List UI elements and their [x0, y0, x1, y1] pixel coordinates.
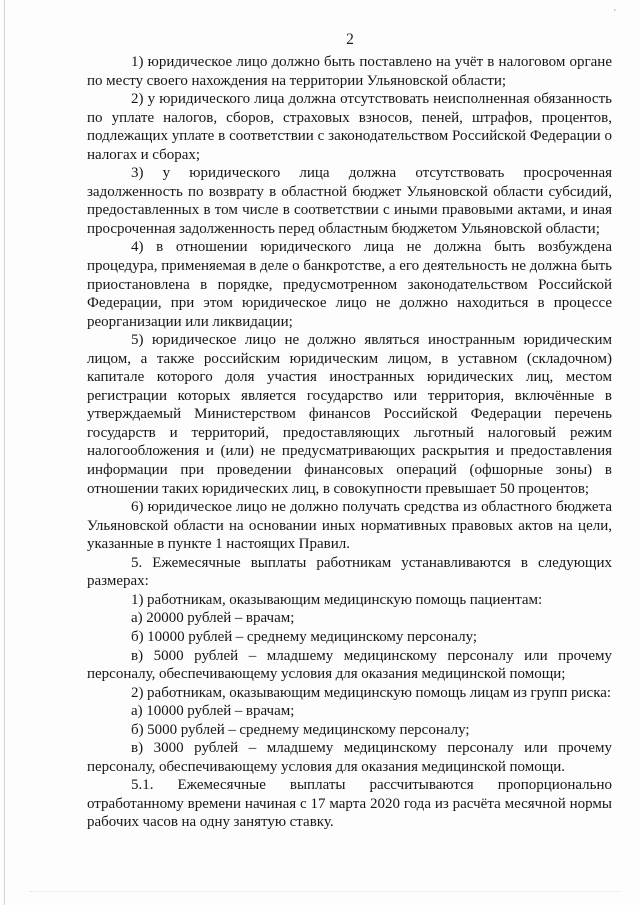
paragraph-group-2: 2) работникам, оказывающим медицинскую помощь лицам из групп риска: — [131, 684, 612, 701]
corner-mark: ' — [614, 8, 616, 19]
paragraph-condition-3: 3) у юридического лица должна отсутствовать просроченная задолженность по возврату в областной бюджет Ульяновской области субсидий, предоставленных в том числе в соответствии с иными правовыми актами, и иная просроченная задолженность перед областным бюджетом Ульяновской области; — [87, 165, 612, 237]
paragraph-condition-1: 1) юридическое лицо должно быть поставлено на учёт в налоговом органе по месту своего нахождения на территории Ульяновской области; — [87, 54, 612, 89]
paragraph-section-5-1: 5.1. Ежемесячные выплаты рассчитываются пропорционально отработанному времени начиная с 17 марта 2020 года из расчёта месячной нормы рабочих часов на одну занятую ставку. — [87, 777, 612, 831]
paragraph-group-2-c: в) 3000 рублей – младшему медицинскому персоналу или прочему персоналу, обеспечивающему условия для оказания медицинской помощи. — [87, 740, 612, 775]
paragraph-group-1-b: б) 10000 рублей – среднему медицинскому персоналу; — [131, 628, 478, 645]
paragraph-group-1: 1) работникам, оказывающим медицинскую помощь пациентам: — [131, 591, 543, 608]
paragraph-group-2-b: б) 5000 рублей – среднему медицинскому персоналу; — [131, 721, 470, 738]
paragraph-group-2-a: а) 10000 рублей – врачам; — [131, 703, 295, 720]
paragraph-group-1-c: в) 5000 рублей – младшему медицинскому персоналу или прочему персоналу, обеспечивающему условия для оказания медицинской помощи; — [87, 647, 612, 683]
paragraph-condition-2: 2) у юридического лица должна отсутствовать неисполненная обязанность по уплате налогов, сборов, страховых взносов, пеней, штрафов, процентов, подлежащих уплате в соответствии с законодательством Российской Федерации о налогах и сборах; — [87, 91, 612, 163]
paragraph-condition-4: 4) в отношении юридического лица не должна быть возбуждена процедура, применяемая в деле о банкротстве, а его деятельность не должна быть приостановлена в порядке, предусмотренном законодательством Российской Федерации, при этом юридическое лицо не должно находиться в процессе реорганизации или ликвидации; — [87, 239, 612, 330]
paragraph-condition-5: 5) юридическое лицо не должно являться иностранным юридическим лицом, а также российским юридическим лицом, в уставном (складочном) капитале которого доля участия иностранных юридических лиц, местом регистрации которых является государство или территория, включённые в утверждаемый Министерством финансов Российской Федерации перечень государств и территорий, предоставляющих льготный налоговый режим налогообложения и (или) не предусматривающих раскрытия и предоставления информации при проведении финансовых операций (офшорные зоны) в отношении таких юридических лиц, в совокупности превышает 50 процентов; — [87, 332, 612, 497]
scan-edge-line — [4, 0, 5, 905]
scan-bottom-artifact — [30, 891, 620, 893]
paragraph-section-5: 5. Ежемесячные выплаты работникам устанавливаются в следующих размерах: — [87, 554, 612, 590]
paragraph-condition-6: 6) юридическое лицо не должно получать средства из областного бюджета Ульяновской области на основании иных нормативных правовых актов на цели, указанные в пункте 1 настоящих Правил. — [87, 499, 612, 553]
paragraph-group-1-a: а) 20000 рублей – врачам; — [131, 610, 295, 627]
page-number: 2 — [346, 31, 354, 48]
document-body — [87, 53, 612, 832]
